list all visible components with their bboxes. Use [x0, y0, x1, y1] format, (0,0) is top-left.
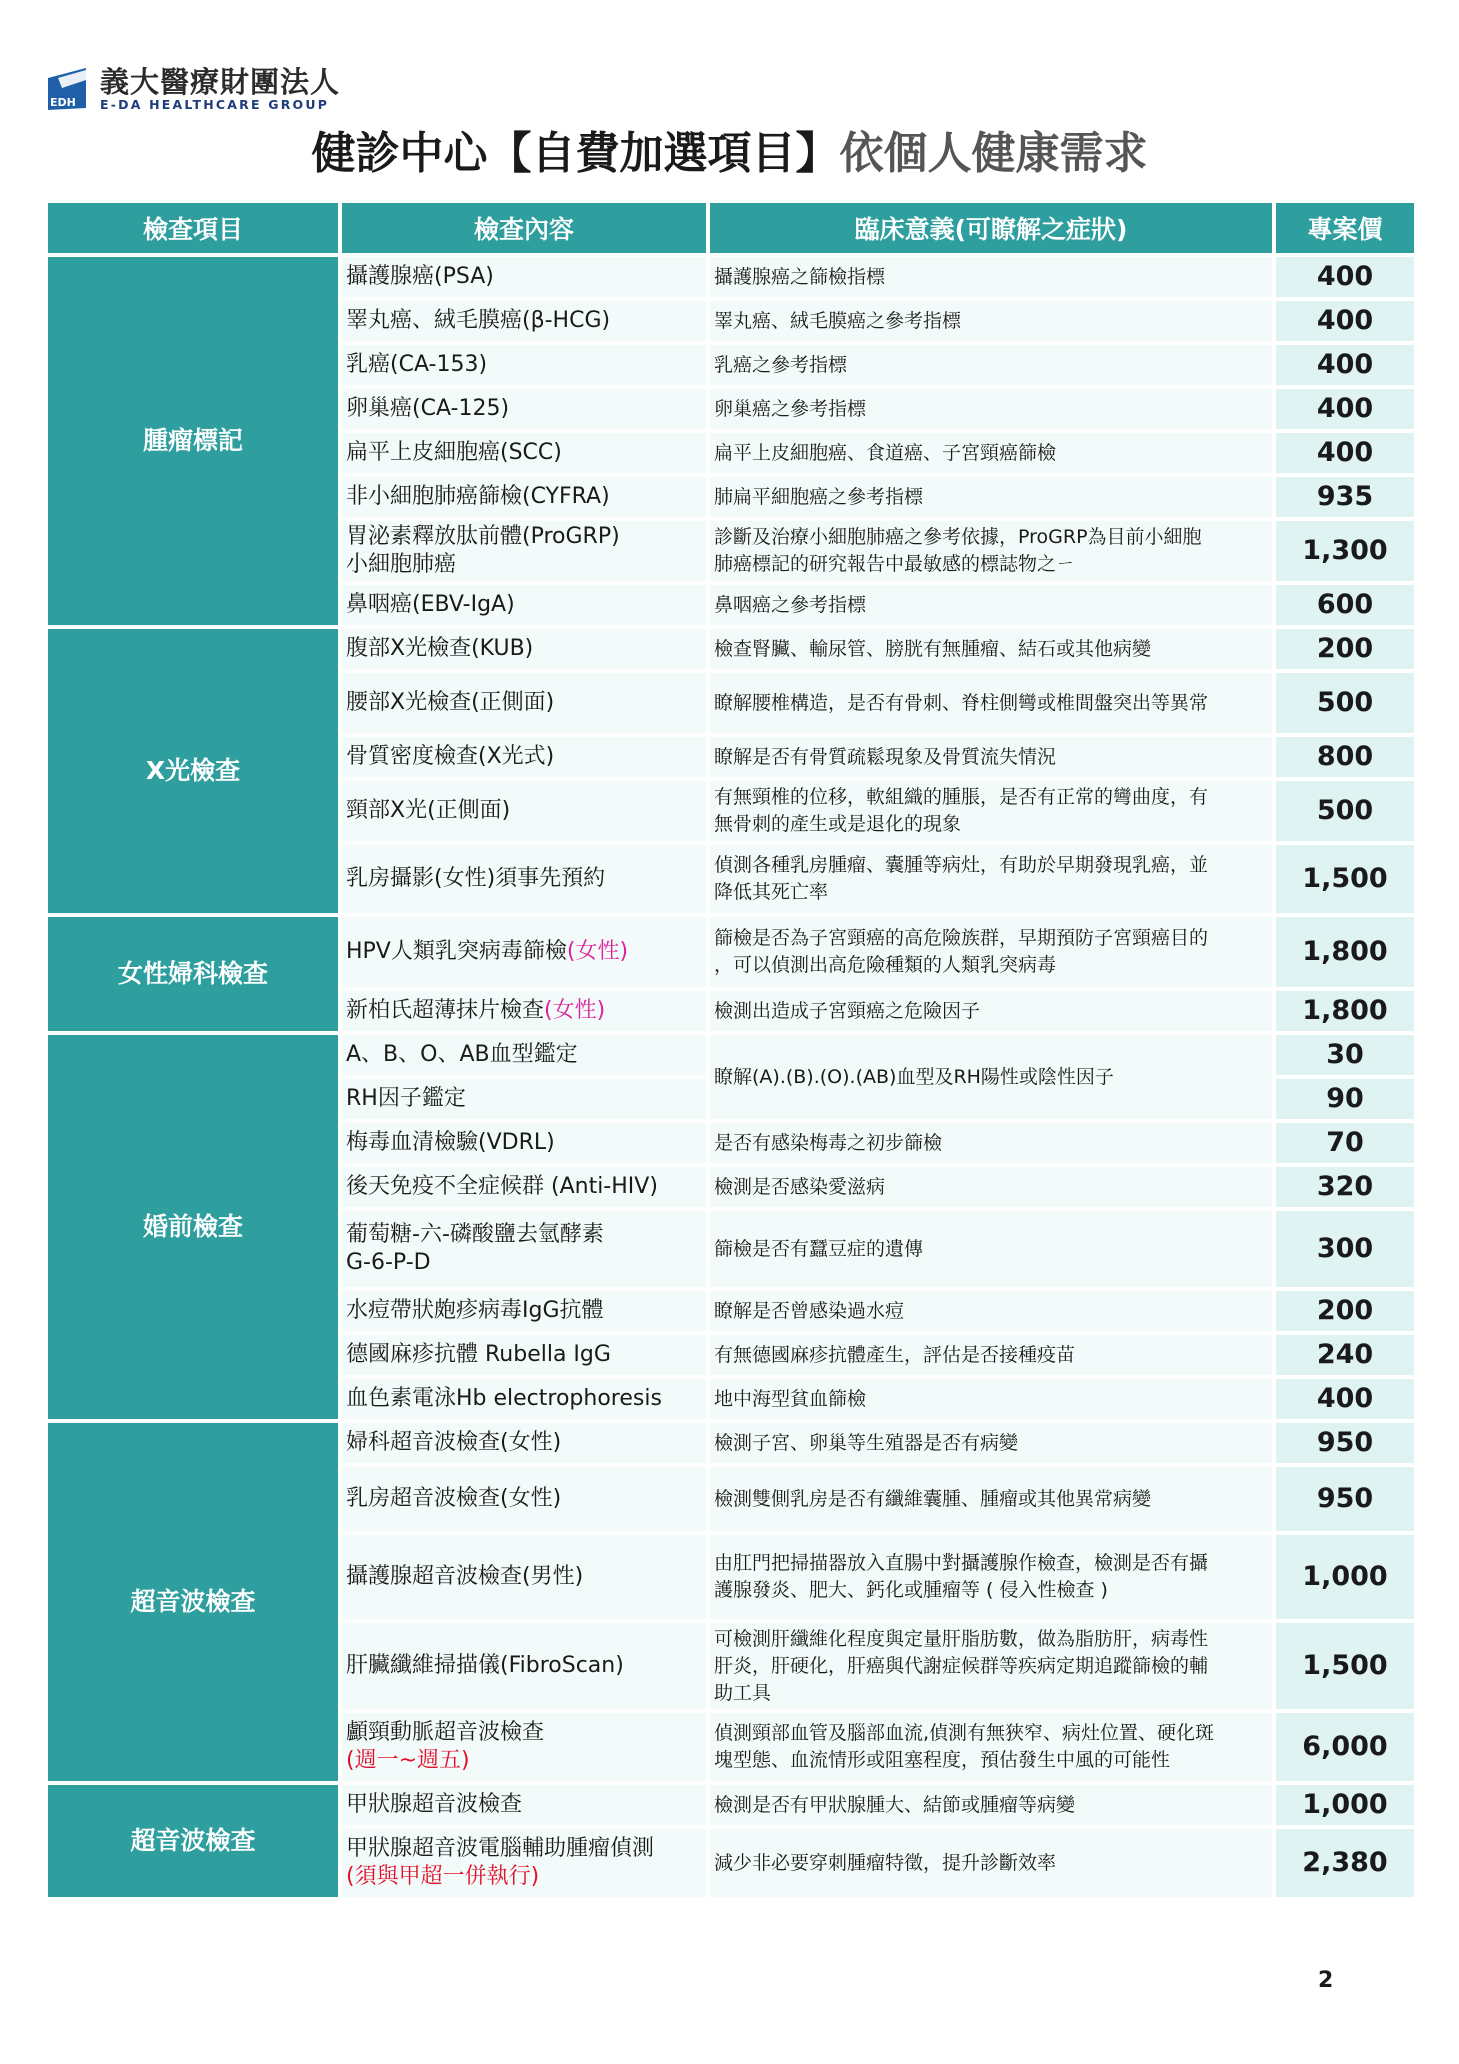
price-cell: 200 — [1276, 629, 1414, 669]
page-title-sub: 依個人健康需求 — [839, 128, 1148, 179]
price-cell: 500 — [1276, 673, 1414, 733]
meaning-cell: 檢查腎臟、輸尿管、膀胱有無腫瘤、結石或其他病變 — [710, 629, 1272, 669]
price-cell: 320 — [1276, 1167, 1414, 1207]
price-cell: 240 — [1276, 1335, 1414, 1375]
price-cell: 1,800 — [1276, 917, 1414, 987]
meaning-line: 護腺發炎、肥大、鈣化或腫瘤等 ( 侵入性檢查 ) — [714, 1579, 1108, 1601]
price-cell: 2,380 — [1276, 1829, 1414, 1897]
price-cell: 400 — [1276, 389, 1414, 429]
item-cell — [342, 1211, 706, 1287]
item-line: G-6-P-D — [346, 1250, 431, 1275]
table-row — [48, 257, 1414, 297]
item-line: 甲狀腺超音波電腦輔助腫瘤偵測 — [346, 1836, 655, 1861]
meaning-cell — [710, 917, 1272, 987]
logo-mark-icon — [44, 66, 90, 112]
price-cell: 300 — [1276, 1211, 1414, 1287]
price-cell: 935 — [1276, 477, 1414, 517]
category-cell: X光檢查 — [48, 629, 338, 913]
price-cell: 30 — [1276, 1035, 1414, 1075]
price-cell: 400 — [1276, 301, 1414, 341]
item-cell: 腹部X光檢查(KUB) — [342, 629, 706, 669]
item-cell: 頸部X光(正側面) — [342, 781, 706, 841]
item-cell — [342, 1829, 706, 1897]
meaning-line: 偵測頸部血管及腦部血流,偵測有無狹窄、病灶位置、硬化斑 — [714, 1722, 1215, 1744]
header-meaning: 臨床意義(可瞭解之症狀) — [710, 203, 1272, 253]
logo-name-cn: 義大醫療財團法人 — [100, 65, 341, 99]
meaning-line: 診斷及治療小細胞肺癌之參考依據，ProGRP為目前小細胞 — [714, 526, 1202, 548]
meaning-cell: 乳癌之參考指標 — [710, 345, 1272, 385]
item-cell — [342, 991, 706, 1031]
meaning-cell — [710, 1535, 1272, 1619]
meaning-cell: 扁平上皮細胞癌、食道癌、子宮頸癌篩檢 — [710, 433, 1272, 473]
price-cell: 70 — [1276, 1123, 1414, 1163]
price-cell: 6,000 — [1276, 1713, 1414, 1781]
item-cell: 血色素電泳Hb electrophoresis — [342, 1379, 706, 1419]
item-text: 新柏氏超薄抹片檢查 — [346, 998, 545, 1023]
price-cell: 500 — [1276, 781, 1414, 841]
table-row — [48, 629, 1414, 669]
item-line: 顱頸動脈超音波檢查 — [346, 1720, 545, 1745]
price-cell: 950 — [1276, 1423, 1414, 1463]
item-cell: 骨質密度檢查(X光式) — [342, 737, 706, 777]
meaning-cell: 瞭解是否有骨質疏鬆現象及骨質流失情況 — [710, 737, 1272, 777]
price-cell: 1,500 — [1276, 1623, 1414, 1709]
price-cell: 1,800 — [1276, 991, 1414, 1031]
item-cell: 攝護腺癌(PSA) — [342, 257, 706, 297]
table-row — [48, 1785, 1414, 1825]
page-number: 2 — [1318, 1968, 1334, 1993]
meaning-cell: 篩檢是否有蠶豆症的遺傳 — [710, 1211, 1272, 1287]
meaning-line: 塊型態、血流情形或阻塞程度，預估發生中風的可能性 — [714, 1749, 1171, 1771]
table-header-row — [48, 203, 1414, 253]
logo-mark-text: EDH — [50, 96, 76, 109]
meaning-cell — [710, 1713, 1272, 1781]
meaning-cell: 肺扁平細胞癌之參考指標 — [710, 477, 1272, 517]
header-item: 檢查內容 — [342, 203, 706, 253]
item-cell: 乳房攝影(女性)須事先預約 — [342, 845, 706, 913]
meaning-cell: 卵巢癌之參考指標 — [710, 389, 1272, 429]
meaning-cell: 減少非必要穿刺腫瘤特徵，提升診斷效率 — [710, 1829, 1272, 1897]
meaning-cell: 檢測出造成子宮頸癌之危險因子 — [710, 991, 1272, 1031]
category-cell: 女性婦科檢查 — [48, 917, 338, 1031]
meaning-cell: 瞭解腰椎構造，是否有骨刺、脊柱側彎或椎間盤突出等異常 — [710, 673, 1272, 733]
meaning-line: 篩檢是否為子宮頸癌的高危險族群，早期預防子宮頸癌目的 — [714, 927, 1209, 949]
meaning-cell: 有無德國麻疹抗體產生，評估是否接種疫苗 — [710, 1335, 1272, 1375]
category-cell: 婚前檢查 — [48, 1035, 338, 1419]
meaning-line: 肝炎，肝硬化，肝癌與代謝症候群等疾病定期追蹤篩檢的輔 — [714, 1654, 1209, 1677]
item-note: (女性) — [566, 939, 629, 964]
item-cell: 水痘帶狀皰疹病毒IgG抗體 — [342, 1291, 706, 1331]
meaning-cell: 攝護腺癌之篩檢指標 — [710, 257, 1272, 297]
category-cell: 腫瘤標記 — [48, 257, 338, 625]
item-cell: 鼻咽癌(EBV-IgA) — [342, 585, 706, 625]
meaning-cell: 睪丸癌、絨毛膜癌之參考指標 — [710, 301, 1272, 341]
meaning-cell — [710, 1623, 1272, 1709]
item-cell: 甲狀腺超音波檢查 — [342, 1785, 706, 1825]
meaning-line: 由肛門把掃描器放入直腸中對攝護腺作檢查，檢測是否有攝 — [714, 1552, 1209, 1574]
price-cell: 1,000 — [1276, 1535, 1414, 1619]
meaning-line: 助工具 — [714, 1681, 772, 1704]
logo — [44, 66, 340, 112]
table-row — [48, 917, 1414, 987]
item-cell: 後天免疫不全症候群 (Anti-HIV) — [342, 1167, 706, 1207]
item-line: 胃泌素釋放肽前體(ProGRP) — [346, 524, 620, 549]
category-cell: 超音波檢查 — [48, 1423, 338, 1781]
price-cell: 1,500 — [1276, 845, 1414, 913]
meaning-line: 偵測各種乳房腫瘤、囊腫等病灶，有助於早期發現乳癌，並 — [714, 854, 1209, 876]
item-text: HPV人類乳突病毒篩檢 — [346, 939, 567, 964]
meaning-line: 降低其死亡率 — [714, 881, 829, 903]
price-cell: 1,300 — [1276, 521, 1414, 581]
meaning-cell: 瞭解是否曾感染過水痘 — [710, 1291, 1272, 1331]
item-cell: 扁平上皮細胞癌(SCC) — [342, 433, 706, 473]
meaning-line: 肺癌標記的研究報告中最敏感的標誌物之ㄧ — [714, 553, 1076, 575]
item-cell: 德國麻疹抗體 Rubella IgG — [342, 1335, 706, 1375]
item-cell: 乳癌(CA-153) — [342, 345, 706, 385]
item-cell: 乳房超音波檢查(女性) — [342, 1467, 706, 1531]
meaning-line: 有無頸椎的位移，軟組織的腫脹，是否有正常的彎曲度，有 — [714, 786, 1209, 808]
price-table — [44, 199, 1418, 1901]
price-cell: 1,000 — [1276, 1785, 1414, 1825]
item-cell: 攝護腺超音波檢查(男性) — [342, 1535, 706, 1619]
meaning-line: 可檢測肝纖維化程度與定量肝脂肪數，做為脂肪肝，病毒性 — [714, 1627, 1209, 1650]
page-title-main: 健診中心【自費加選項目】 — [311, 128, 840, 179]
meaning-cell: 檢測子宮、卵巢等生殖器是否有病變 — [710, 1423, 1272, 1463]
price-cell: 800 — [1276, 737, 1414, 777]
meaning-cell — [710, 521, 1272, 581]
item-cell — [342, 1713, 706, 1781]
meaning-cell — [710, 781, 1272, 841]
meaning-cell: 是否有感染梅毒之初步篩檢 — [710, 1123, 1272, 1163]
table-row — [48, 1035, 1414, 1075]
item-cell — [342, 917, 706, 987]
item-cell — [342, 521, 706, 581]
item-cell: 睪丸癌、絨毛膜癌(β-HCG) — [342, 301, 706, 341]
price-cell: 400 — [1276, 433, 1414, 473]
price-cell: 90 — [1276, 1079, 1414, 1119]
page-title — [0, 124, 1459, 184]
meaning-cell — [710, 845, 1272, 913]
item-cell: A、B、O、AB血型鑑定 — [342, 1035, 706, 1075]
item-cell: RH因子鑑定 — [342, 1079, 706, 1119]
price-cell: 600 — [1276, 585, 1414, 625]
item-note: (週一~週五) — [346, 1748, 470, 1773]
meaning-line: ，可以偵測出高危險種類的人類乳突病毒 — [714, 954, 1057, 976]
price-cell: 200 — [1276, 1291, 1414, 1331]
logo-name-en: E-DA HEALTHCARE GROUP — [100, 97, 330, 112]
meaning-cell: 地中海型貧血篩檢 — [710, 1379, 1272, 1419]
item-note: (須與甲超一併執行) — [346, 1864, 540, 1889]
meaning-line: 無骨刺的產生或是退化的現象 — [714, 813, 962, 835]
price-cell: 950 — [1276, 1467, 1414, 1531]
header-category: 檢查項目 — [48, 203, 338, 253]
meaning-cell: 瞭解(A).(B).(O).(AB)血型及RH陽性或陰性因子 — [710, 1035, 1272, 1119]
item-line: 小細胞肺癌 — [346, 552, 457, 577]
item-cell: 婦科超音波檢查(女性) — [342, 1423, 706, 1463]
price-cell: 400 — [1276, 257, 1414, 297]
price-cell: 400 — [1276, 345, 1414, 385]
item-cell: 非小細胞肺癌篩檢(CYFRA) — [342, 477, 706, 517]
meaning-cell: 檢測是否有甲狀腺腫大、結節或腫瘤等病變 — [710, 1785, 1272, 1825]
item-cell: 肝臟纖維掃描儀(FibroScan) — [342, 1623, 706, 1709]
item-line: 葡萄糖-六-磷酸鹽去氫酵素 — [346, 1222, 604, 1247]
meaning-cell: 檢測是否感染愛滋病 — [710, 1167, 1272, 1207]
item-cell: 腰部X光檢查(正側面) — [342, 673, 706, 733]
item-cell: 梅毒血清檢驗(VDRL) — [342, 1123, 706, 1163]
meaning-cell: 檢測雙側乳房是否有纖維囊腫、腫瘤或其他異常病變 — [710, 1467, 1272, 1531]
table-row — [48, 1423, 1414, 1463]
price-cell: 400 — [1276, 1379, 1414, 1419]
item-note: (女性) — [544, 998, 606, 1023]
category-cell: 超音波檢查 — [48, 1785, 338, 1897]
meaning-cell: 鼻咽癌之參考指標 — [710, 585, 1272, 625]
item-cell: 卵巢癌(CA-125) — [342, 389, 706, 429]
header-price: 專案價 — [1276, 203, 1414, 253]
